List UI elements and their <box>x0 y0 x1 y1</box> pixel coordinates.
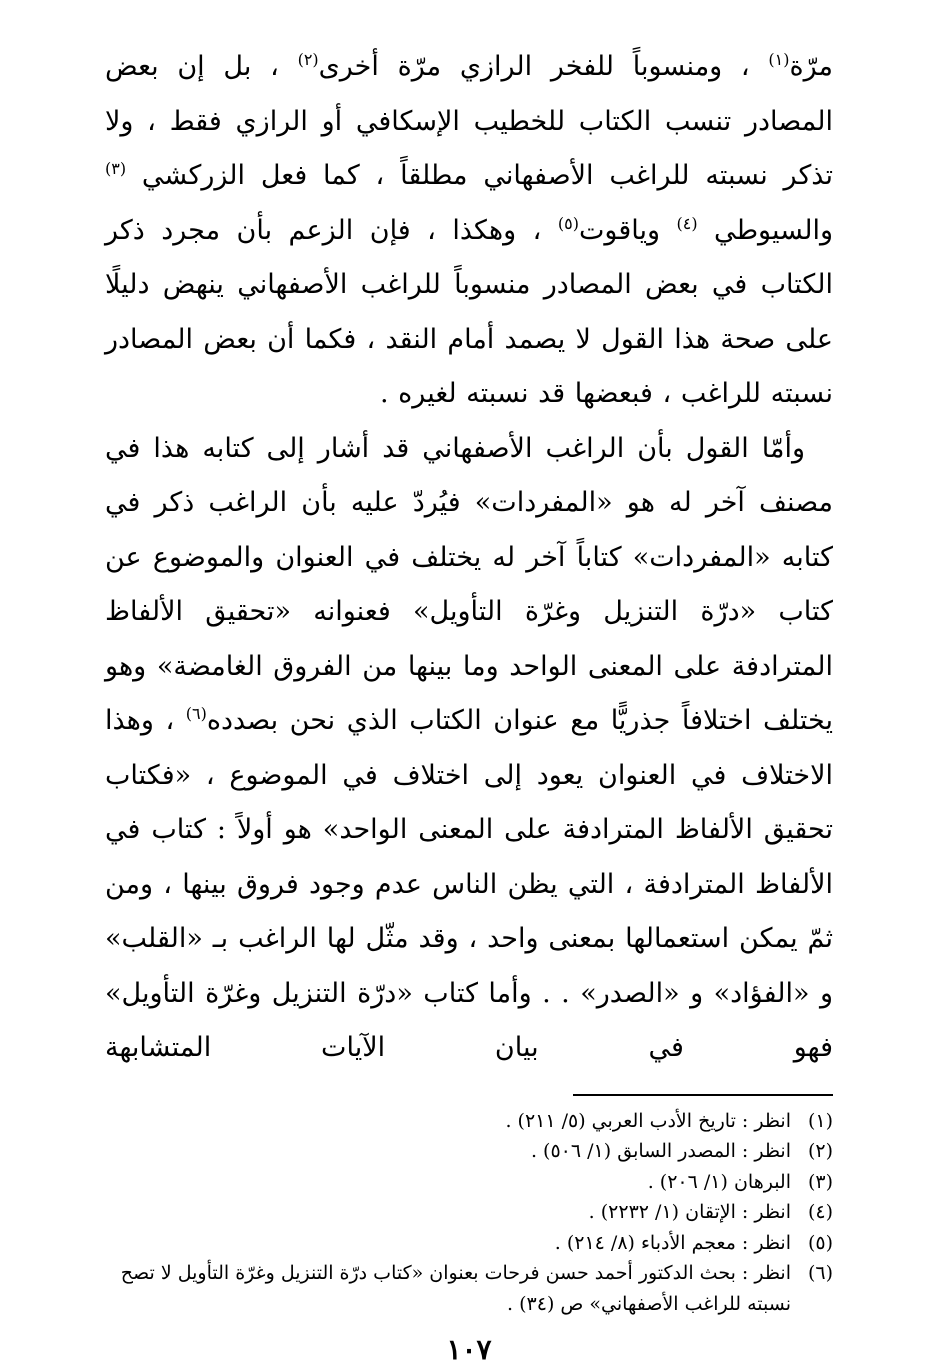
footnote-1 <box>105 1106 833 1137</box>
footnote-separator <box>573 1094 833 1096</box>
text-run: والسيوطي <box>697 214 834 246</box>
footnote-5 <box>105 1228 833 1259</box>
paragraph-2 <box>105 422 833 1076</box>
text-run: ، وهكذا ، فإن الزعم بأن مجرد ذكر الكتاب في بعض المصادر منسوباً للراغب الأصفهاني ينهض دليلًا على صحة هذا القول لا يصمد أمام النقد ، فكما أن بعض المصادر نسبته للراغب ، فبعضها قد نسبته لغيره . <box>105 214 833 409</box>
footnote-number: (٦) <box>807 1262 833 1284</box>
text-run: ، بل إن بعض المصادر تنسب الكتاب للخطيب الإسكافي أو الرازي فقط ، ولا تذكر نسبته للراغب الأصفهاني مطلقاً ، كما فعل الزركشي <box>105 51 833 191</box>
footnote-ref: (٢) <box>297 50 319 69</box>
footnote-text: انظر : الإتقان (١/ ٢٢٣٢) . <box>588 1201 791 1223</box>
footnote-text: انظر : بحث الدكتور أحمد حسن فرحات بعنوان «كتاب درّة التنزيل وغرّة التأويل لا تصح نسبته للراغب الأصفهاني» ص (٣٤) . <box>120 1262 791 1315</box>
footnote-number: (١) <box>807 1109 833 1132</box>
footnote-ref: (٦) <box>185 704 207 723</box>
footnote-ref: (١) <box>768 50 790 69</box>
footnote-number: (٤) <box>807 1201 833 1223</box>
footnotes-list <box>105 1106 833 1320</box>
footnote-text: انظر : معجم الأدباء (٨/ ٢١٤) . <box>554 1231 791 1254</box>
footnote-3 <box>105 1167 833 1198</box>
book-page <box>105 40 834 1366</box>
footnote-number: (٣) <box>807 1170 833 1193</box>
text-run: وياقوت <box>578 214 677 246</box>
footnote-6 <box>105 1258 833 1319</box>
footnote-text: البرهان (١/ ٢٠٦) . <box>647 1170 791 1193</box>
footnote-number: (٢) <box>807 1140 833 1162</box>
text-run: ، ومنسوباً للفخر الرازي مرّة أخرى <box>318 51 769 82</box>
paragraph-1 <box>105 40 833 422</box>
page-number: ١٠٧ <box>446 1333 492 1366</box>
footnote-4 <box>105 1197 833 1228</box>
footnote-ref: (٤) <box>676 213 698 233</box>
text-run: وأمّا القول بأن الراغب الأصفهاني قد أشار إلى كتابه هذا في مصنف آخر له هو «المفردات» فيُردّ عليه بأن الراغب ذكر في كتابه «المفردات» كتاباً آخر له يختلف في العنوان والموضوع عن كتاب «درّة التنزيل وغرّة التأويل» فعنوانه «تحقيق الألفاظ المترادفة على المعنى الواحد وما بينها من الفروق الغامضة» وهو يختلف اختلافاً جذريًّا مع عنوان الكتاب الذي نحن بصدده <box>105 432 833 736</box>
main-text <box>105 40 833 1076</box>
text-run: ، وهذا الاختلاف في العنوان يعود إلى اختلاف في الموضوع ، «فكتاب تحقيق الألفاظ المترادفة على المعنى الواحد» هو أولاً : كتاب في الألفاظ المترادفة ، التي يظن الناس عدم وجود فروق بينها ، ومن ثمّ يمكن استعمالها بمعنى واحد ، وقد مثّل لها الراغب بـ «القلب» و «الفؤاد» و «الصدر» . . وأما كتاب «درّة التنزيل وغرّة التأويل» فهو في بيان الآيات المتشابهة <box>105 705 833 1063</box>
footnote-text: انظر : تاريخ الأدب العربي (٥/ ٢١١) . <box>505 1109 791 1132</box>
footnote-ref: (٥) <box>557 213 579 233</box>
text-run: مرّة <box>789 51 833 82</box>
footnote-number: (٥) <box>807 1231 833 1254</box>
footnote-2 <box>105 1136 833 1167</box>
footnote-text: انظر : المصدر السابق (١/ ٥٠٦) . <box>530 1140 791 1162</box>
footnote-ref: (٣) <box>105 159 127 178</box>
